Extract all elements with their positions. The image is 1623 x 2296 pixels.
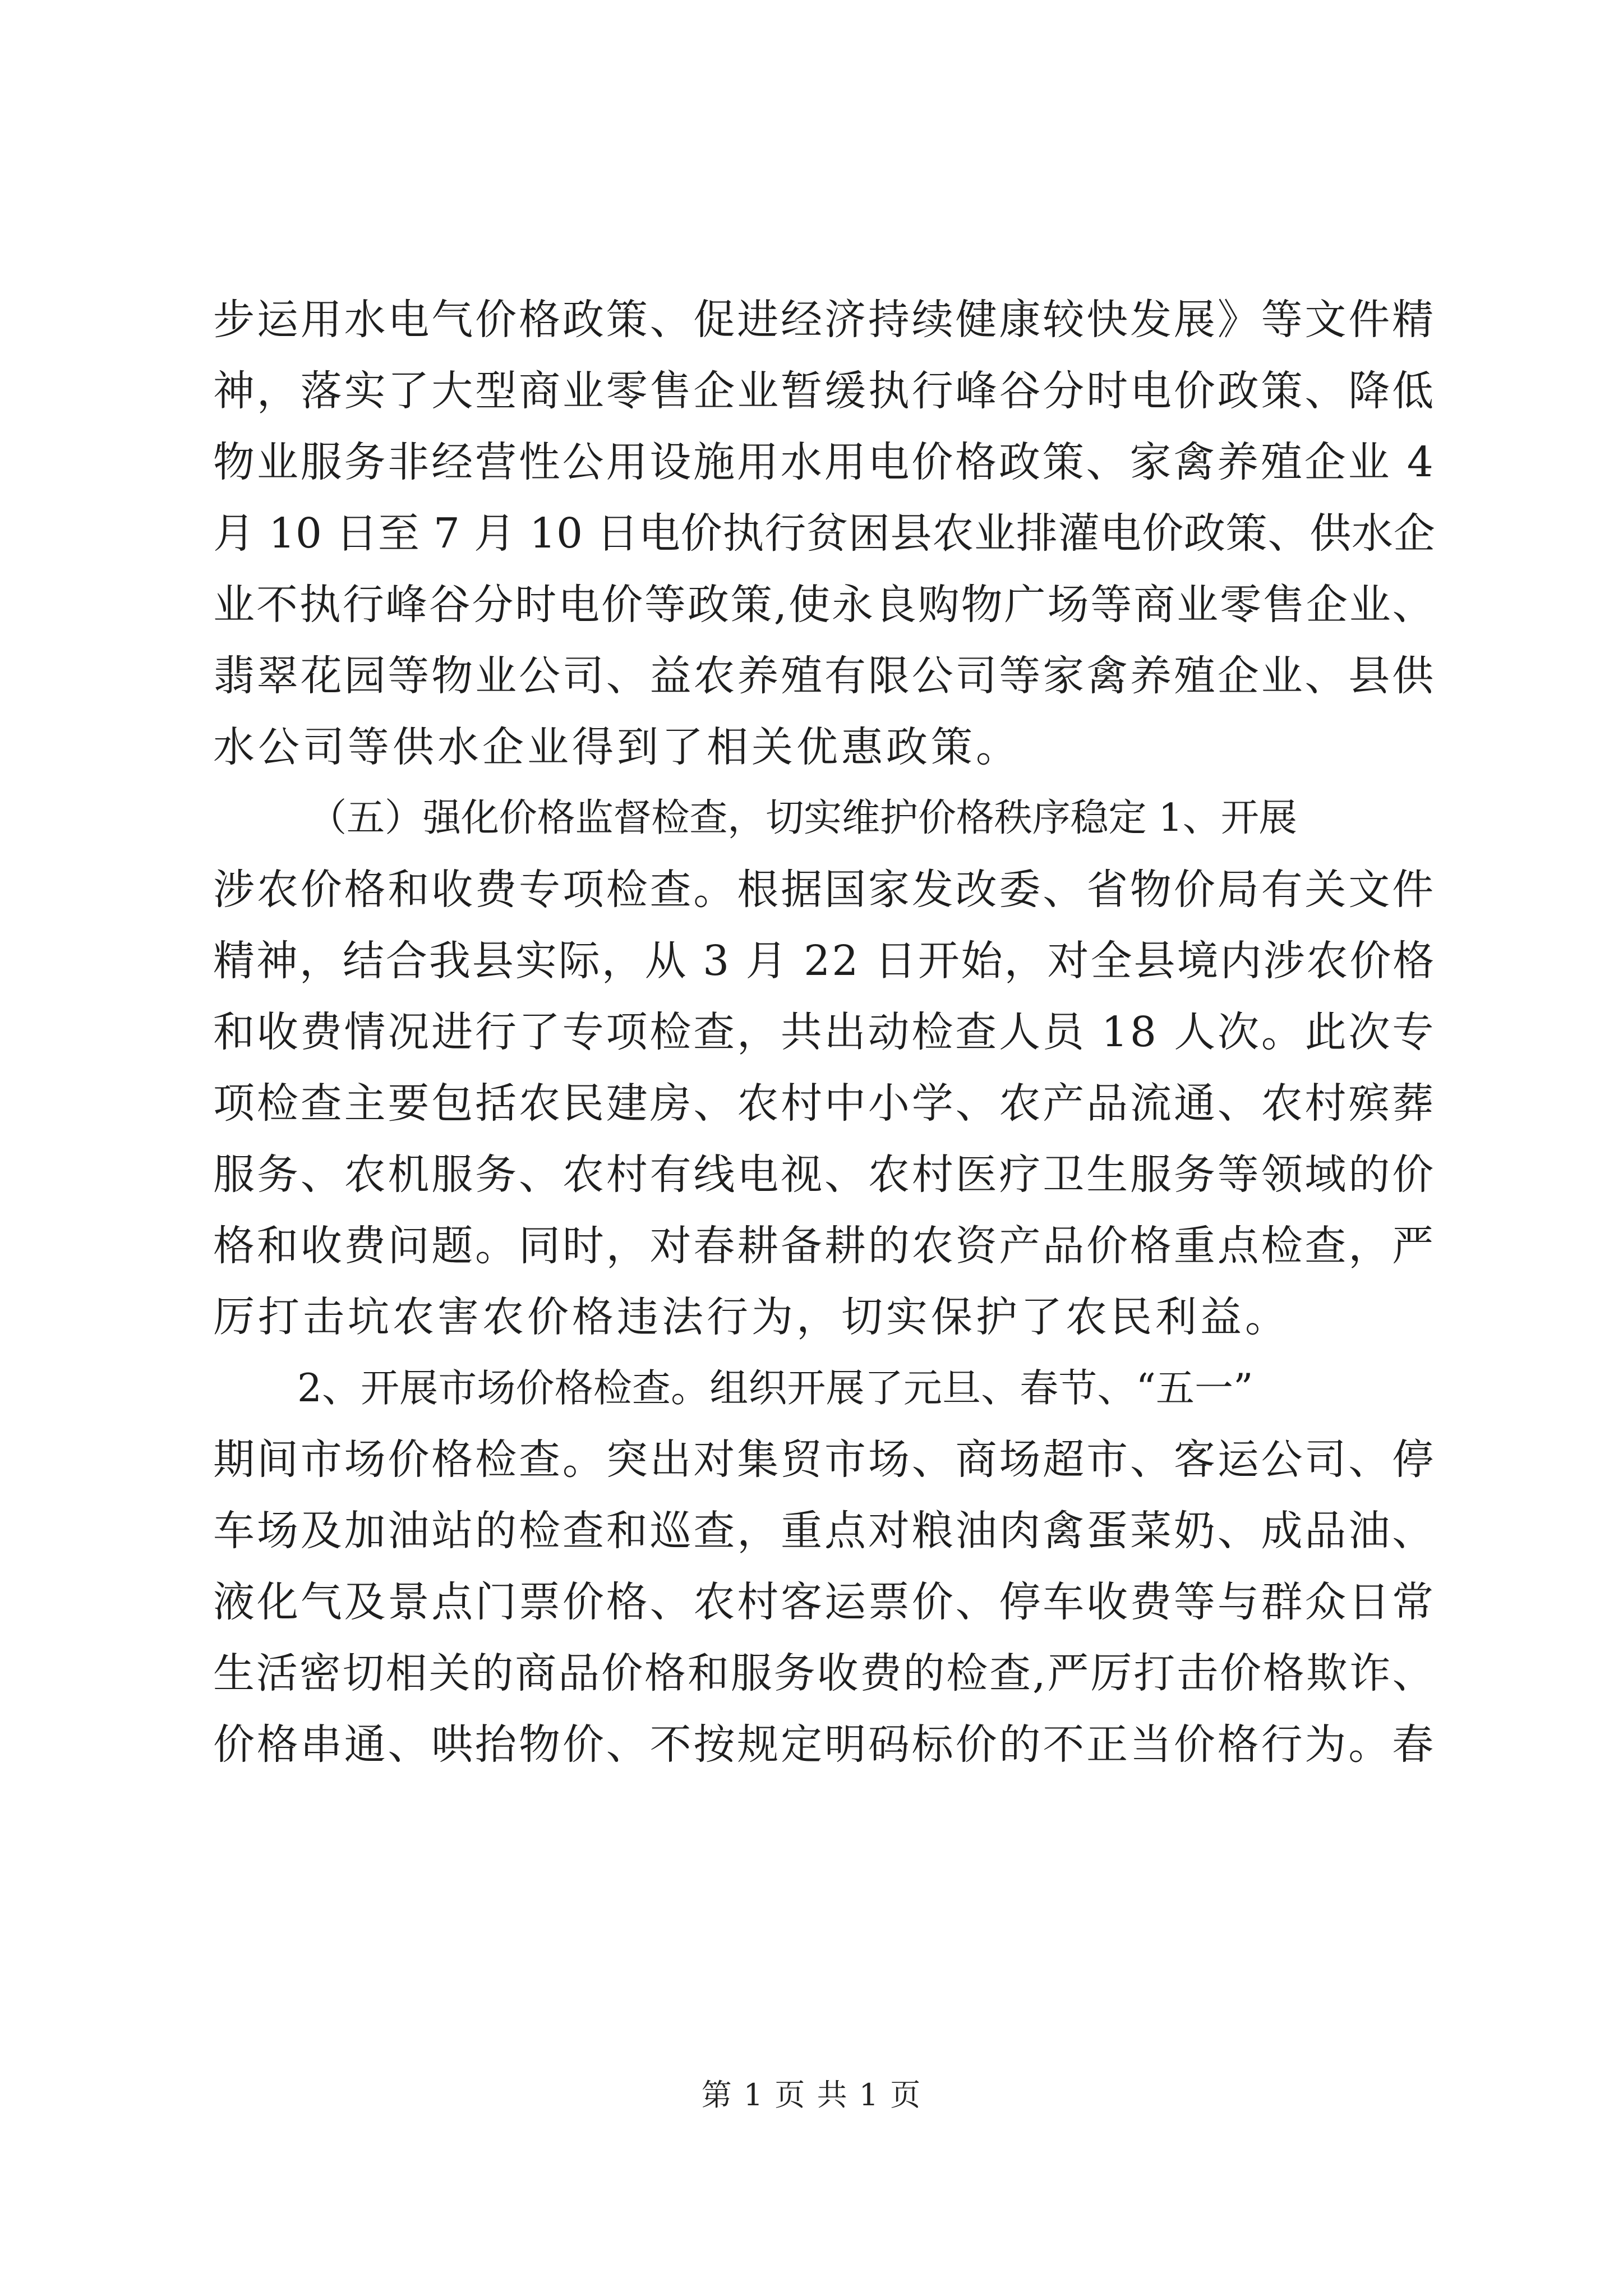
text-line: 生活密切相关的商品价格和服务收费的检查,严厉打击价格欺诈、: [213, 1649, 1436, 1697]
text-line: 步运用水电气价格政策、促进经济持续健康较快发展》等文件精: [213, 296, 1436, 344]
paragraph-start-line: （五）强化价格监督检查，切实维护价格秩序稳定 1、开展: [308, 796, 1297, 840]
text-line: 和收费情况进行了专项检查，共出动检查人员 18 人次。此次专: [213, 1008, 1436, 1056]
text-line: 翡翠花园等物业公司、益农养殖有限公司等家禽养殖企业、县供: [213, 652, 1436, 700]
text-line: 项检查主要包括农民建房、农村中小学、农产品流通、农村殡葬: [213, 1079, 1436, 1128]
text-line: 神，落实了大型商业零售企业暂缓执行峰谷分时电价政策、降低: [213, 367, 1436, 415]
text-line: 价格串通、哄抬物价、不按规定明码标价的不正当价格行为。春: [213, 1720, 1436, 1769]
text-line: 涉农价格和收费专项检查。根据国家发改委、省物价局有关文件: [213, 866, 1436, 914]
text-line: 厉打击坑农害农价格违法行为，切实保护了农民利益。: [213, 1293, 1290, 1341]
text-line: 物业服务非经营性公用设施用水用电价格政策、家禽养殖企业 4: [213, 438, 1436, 486]
text-line: 服务、农机服务、农村有线电视、农村医疗卫生服务等领域的价: [213, 1151, 1436, 1199]
paragraph-start-line: 2、开展市场价格检查。组织开展了元旦、春节、“五一”: [297, 1366, 1253, 1411]
text-line: 期间市场价格检查。突出对集贸市场、商场超市、客运公司、停: [213, 1435, 1436, 1484]
text-line: 精神，结合我县实际，从 3 月 22 日开始，对全县境内涉农价格: [213, 937, 1436, 985]
text-line: 液化气及景点门票价格、农村客运票价、停车收费等与群众日常: [213, 1578, 1436, 1626]
text-line: 格和收费问题。同时，对春耕备耕的农资产品价格重点检查，严: [213, 1222, 1436, 1270]
text-line: 月 10 日至 7 月 10 日电价执行贫困县农业排灌电价政策、供水企: [213, 509, 1436, 558]
text-line: 水公司等供水企业得到了相关优惠政策。: [213, 723, 1021, 771]
text-line: 业不执行峰谷分时电价等政策,使永良购物广场等商业零售企业、: [213, 581, 1436, 629]
page-footer: 第 1 页 共 1 页: [701, 2077, 922, 2113]
text-line: 车场及加油站的检查和巡查，重点对粮油肉禽蛋菜奶、成品油、: [213, 1507, 1436, 1555]
